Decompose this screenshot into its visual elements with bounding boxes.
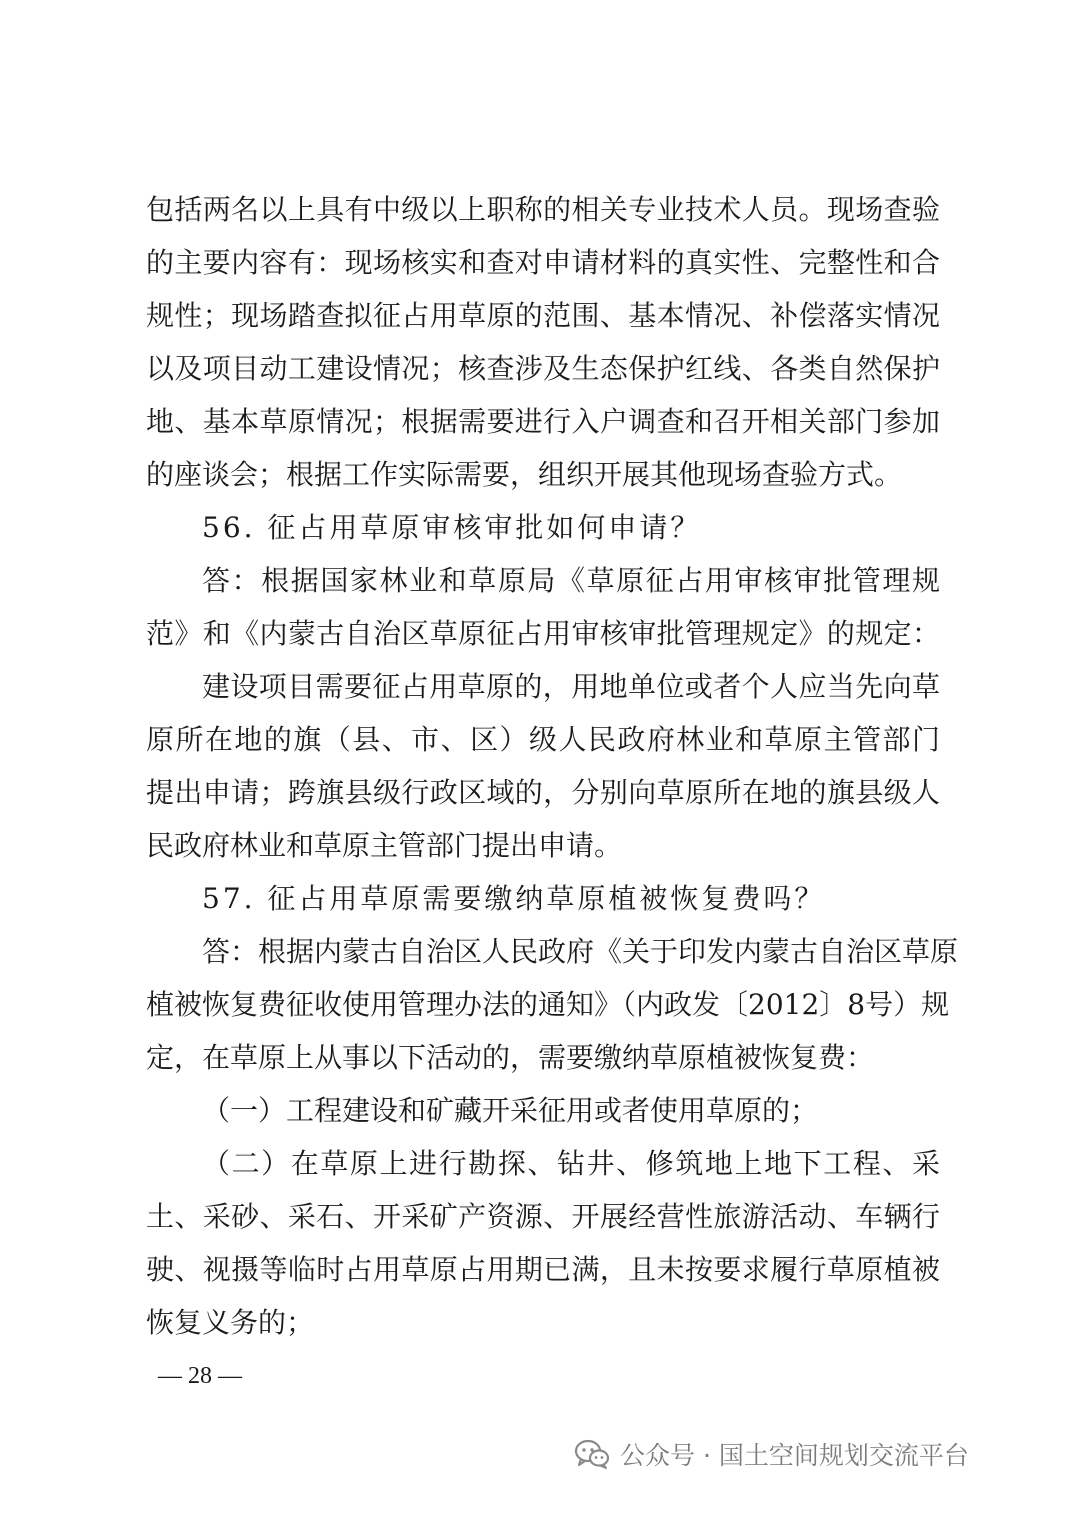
body-line: 以及项目动工建设情况；核查涉及生态保护红线、各类自然保护 <box>146 352 940 385</box>
watermark <box>574 1432 969 1476</box>
body-line: 地、基本草原情况；根据需要进行入户调查和召开相关部门参加 <box>146 405 940 438</box>
question-heading-57: 57. 征占用草原需要缴纳草原植被恢复费吗？ <box>202 882 826 915</box>
body-line: 规性；现场踏查拟征占用草原的范围、基本情况、补偿落实情况 <box>146 299 940 332</box>
list-item: （一）工程建设和矿藏开采征用或者使用草原的； <box>202 1094 819 1127</box>
body-line: 包括两名以上具有中级以上职称的相关专业技术人员。现场查验 <box>146 193 940 226</box>
watermark-text: 公众号 · 国土空间规划交流平台 <box>620 1441 969 1470</box>
body-line: 土、采砂、采石、开采矿产资源、开展经营性旅游活动、车辆行 <box>146 1200 940 1233</box>
body-line: 的座谈会；根据工作实际需要，组织开展其他现场查验方式。 <box>146 458 903 491</box>
body-line: 民政府林业和草原主管部门提出申请。 <box>146 829 623 862</box>
body-line: 建设项目需要征占用草原的，用地单位或者个人应当先向草 <box>202 670 940 703</box>
list-item: （二）在草原上进行勘探、钻井、修筑地上地下工程、采 <box>202 1147 940 1180</box>
wechat-icon <box>574 1438 610 1470</box>
answer-line: 答：根据国家林业和草原局《草原征占用审核审批管理规 <box>202 564 940 597</box>
body-line: 恢复义务的； <box>146 1306 315 1339</box>
body-line: 提出申请；跨旗县级行政区域的，分别向草原所在地的旗县级人 <box>146 776 940 809</box>
page-number: — 28 — <box>158 1363 242 1389</box>
body-line: 定，在草原上从事以下活动的，需要缴纳草原植被恢复费： <box>146 1041 875 1074</box>
body-line: 的主要内容有：现场核实和查对申请材料的真实性、完整性和合 <box>146 246 940 279</box>
body-line: 植被恢复费征收使用管理办法的通知》（内政发〔2012〕8号）规 <box>146 988 950 1021</box>
question-heading-56: 56. 征占用草原审核审批如何申请？ <box>202 511 702 544</box>
body-line: 范》和《内蒙古自治区草原征占用审核审批管理规定》的规定： <box>146 617 940 650</box>
body-line: 原所在地的旗（县、市、区）级人民政府林业和草原主管部门 <box>146 723 940 756</box>
answer-line: 答：根据内蒙古自治区人民政府《关于印发内蒙古自治区草原 <box>202 935 959 968</box>
body-line: 驶、视摄等临时占用草原占用期已满，且未按要求履行草原植被 <box>146 1253 940 1286</box>
